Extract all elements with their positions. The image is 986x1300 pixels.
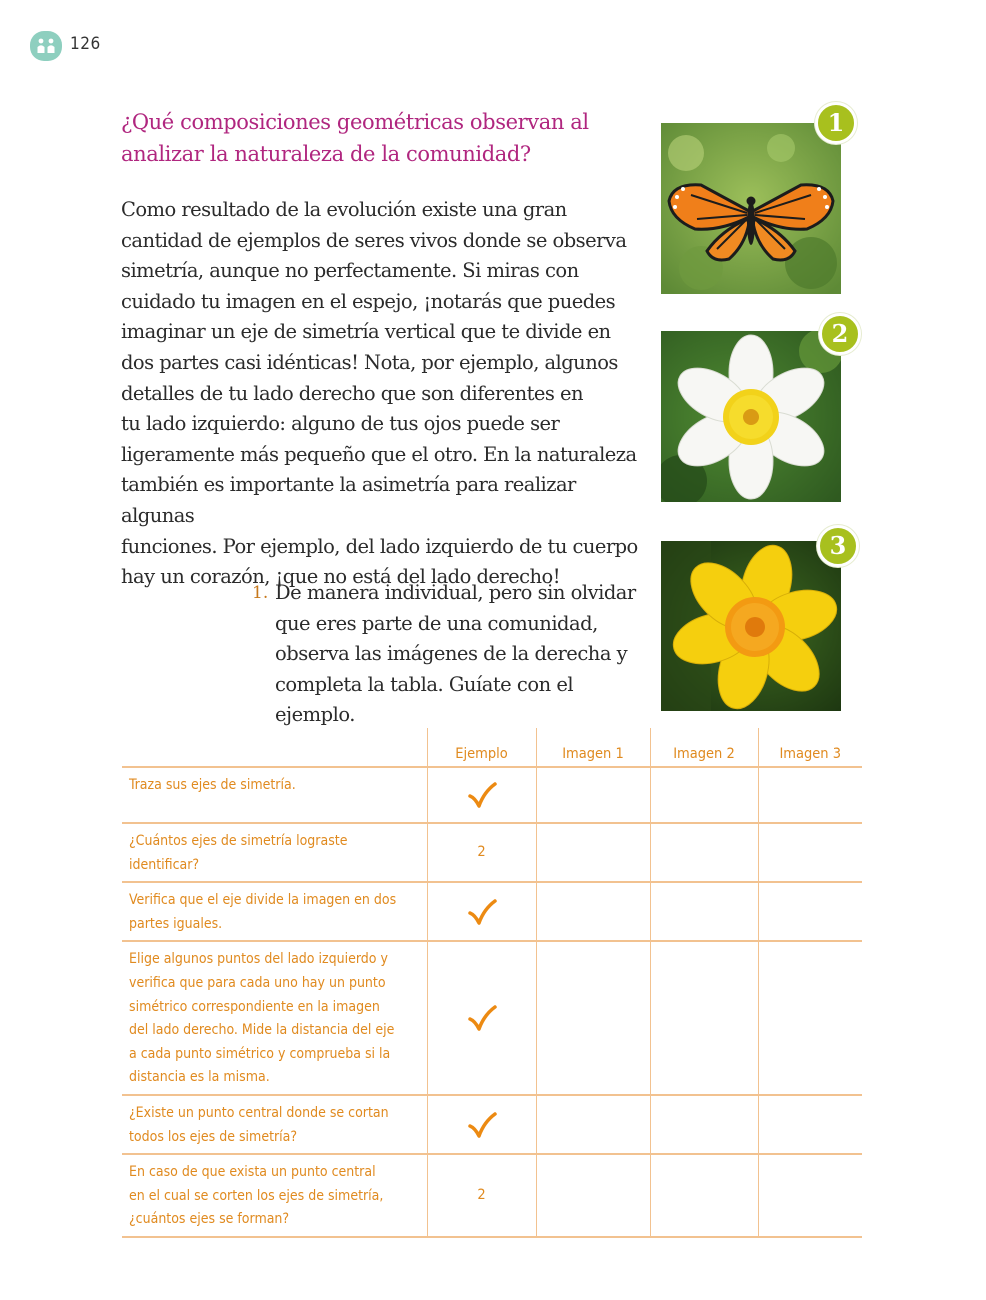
answer-cell[interactable] [650, 1154, 758, 1237]
question-cell: Elige algunos puntos del lado izquierdo y verifica que para cada uno hay un punto simétrico correspondiente en la imagen del lado derecho. Mide la distancia del eje a cada punto simétrico y comprueba si la distancia es la misma. [122, 941, 427, 1095]
community-people-icon [36, 37, 56, 55]
table-row [122, 1095, 862, 1154]
column-header-image-1: Imagen 1 [536, 728, 650, 767]
table-header-row [122, 728, 862, 767]
answer-cell[interactable] [536, 823, 650, 882]
answer-cell[interactable] [650, 823, 758, 882]
example-cell: 2 [427, 1154, 536, 1237]
section-heading: ¿Qué composiciones geométricas observan al analizar la naturaleza de la comunidad? [121, 110, 589, 166]
page-number: 126 [70, 34, 101, 54]
instruction-text: De manera individual, pero sin olvidar que eres parte de una comunidad, observa las imágenes de la derecha y completa la tabla. Guíate con el ejemplo. [275, 581, 636, 727]
answer-cell[interactable] [758, 882, 862, 941]
example-cell [427, 941, 536, 1095]
table-row [122, 767, 862, 823]
question-cell: Verifica que el eje divide la imagen en dos partes iguales. [122, 882, 427, 941]
checkmark-icon [467, 1111, 497, 1139]
table-row [122, 823, 862, 882]
table-header-blank [122, 728, 427, 767]
symmetry-table [122, 728, 862, 1238]
checkmark-icon [467, 898, 497, 926]
checkmark-icon [467, 781, 497, 809]
answer-cell[interactable] [650, 882, 758, 941]
image-number-badge: 2 [819, 313, 861, 355]
answer-cell[interactable] [758, 823, 862, 882]
body-paragraph: Como resultado de la evolución existe una gran cantidad de ejemplos de seres vivos donde se observa simetría, aunque no perfectamente. Si miras con cuidado tu imagen en el espejo, ¡notarás que puedes imaginar un eje de simetría vertical que te divide en dos partes casi idénticas! Nota, por ejemplo, algunos detalles de tu lado derecho que son diferentes en tu lado izquierdo: alguno de tus ojos puede ser ligeramente más pequeño que el otro. En la naturaleza también es importante la asimetría para realizar algunas funciones. Por ejemplo, del lado izquierdo de tu cuerpo hay un corazón, ¡que no está del lado derecho! [121, 198, 638, 589]
answer-cell[interactable] [758, 1154, 862, 1237]
white-flower-photo [661, 331, 841, 502]
answer-cell[interactable] [536, 941, 650, 1095]
instruction-number: 1. [252, 583, 269, 603]
answer-cell[interactable] [758, 767, 862, 823]
butterfly-photo [661, 123, 841, 294]
answer-cell[interactable] [758, 941, 862, 1095]
answer-cell[interactable] [536, 882, 650, 941]
answer-cell[interactable] [650, 1095, 758, 1154]
table-row [122, 1154, 862, 1237]
column-header-example: Ejemplo [427, 728, 536, 767]
question-cell: En caso de que exista un punto central en el cual se corten los ejes de simetría, ¿cuántos ejes se forman? [122, 1154, 427, 1237]
question-cell: Traza sus ejes de simetría. [122, 767, 427, 823]
page-badge [30, 31, 62, 61]
column-header-image-3: Imagen 3 [758, 728, 862, 767]
example-cell [427, 1095, 536, 1154]
question-cell: ¿Existe un punto central donde se cortan todos los ejes de simetría? [122, 1095, 427, 1154]
answer-cell[interactable] [536, 1095, 650, 1154]
table-row [122, 882, 862, 941]
question-cell: ¿Cuántos ejes de simetría lograste identificar? [122, 823, 427, 882]
answer-cell[interactable] [650, 941, 758, 1095]
example-cell [427, 767, 536, 823]
checkmark-icon [467, 1004, 497, 1032]
example-cell: 2 [427, 823, 536, 882]
image-number-badge: 1 [815, 102, 857, 144]
table-row [122, 941, 862, 1095]
answer-cell[interactable] [536, 767, 650, 823]
answer-cell[interactable] [758, 1095, 862, 1154]
answer-cell[interactable] [650, 767, 758, 823]
image-number-badge: 3 [817, 525, 859, 567]
yellow-flower-photo [661, 541, 841, 711]
column-header-image-2: Imagen 2 [650, 728, 758, 767]
example-cell [427, 882, 536, 941]
answer-cell[interactable] [536, 1154, 650, 1237]
